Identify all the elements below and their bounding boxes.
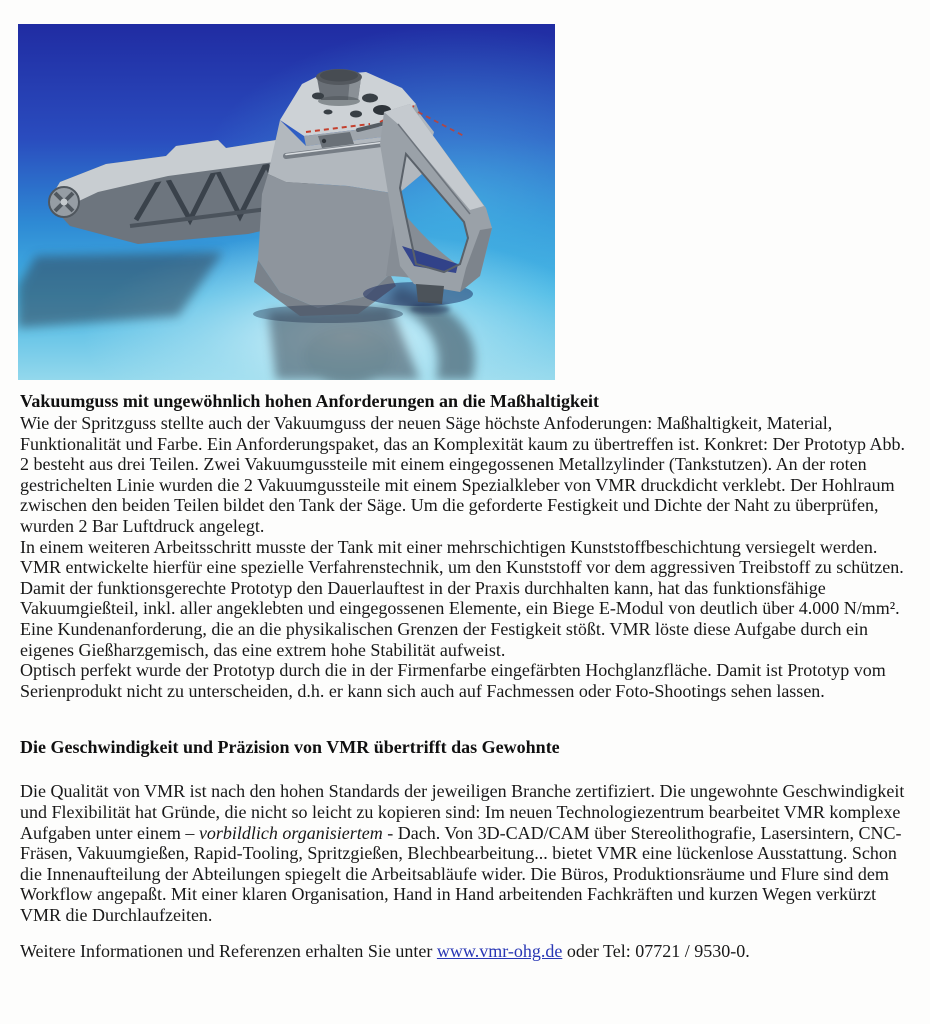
paragraph-qualitaet [20, 781, 909, 925]
document-body [20, 391, 909, 962]
heading-geschwindigkeit: Die Geschwindigkeit und Präzision von VMR übertrifft das Gewohnte [20, 737, 560, 758]
prototype-photo [18, 24, 555, 380]
heading-vakuumguss: Vakuumguss mit ungewöhnlich hohen Anforderungen an die Maßhaltigkeit [20, 391, 599, 411]
paragraph-dauerlauftest: Damit der funktionsgerechte Prototyp den Dauerlauftest in der Praxis durchhalten kann, hat das funktionsfähige Vakuumgießteil, inkl. aller angeklebten und eingegossenen Elemente, ein Biege E-Modul von deutlich über 4.000 N/mm². Eine Kundenanforderung, die an die physikalischen Grenzen der Festigkeit stößt. VMR löste diese Aufgabe durch ein eigenes Gießharzgemisch, das eine extrem hohe Stabilität aufweist. [20, 577, 900, 660]
section-vakuumguss [20, 391, 909, 701]
footer-text-after: oder Tel: 07721 / 9530-0. [562, 941, 750, 962]
vmr-website-link[interactable]: www.vmr-ohg.de [436, 941, 563, 962]
footer-text-before: Weitere Informationen und Referenzen erhalten Sie unter [20, 941, 437, 962]
saw-prototype-image [18, 24, 555, 380]
section-geschwindigkeit [20, 737, 909, 925]
paragraph-qualitaet-after: - Dach. Von 3D-CAD/CAM über Stereolithografie, Lasersintern, CNC-Fräsen, Vakuumgießen, Rapid-Tooling, Spritzgießen, Blechbearbeitung... bietet VMR eine lückenlose Ausstattung. Schon die Innenaufteilung der Abteilungen spiegelt die Arbeitsabläufe wider. Die Büros, Produktionsräume und Flure sind dem Workflow angepaßt. Mit einer klaren Organisation, Hand in Hand arbeitenden Fachkräften und kurzen Wegen verkürzt VMR die Durchlaufzeiten. [20, 822, 902, 925]
paragraph-qualitaet-italic: vorbildlich organisiertem [198, 822, 383, 843]
paragraph-qualitaet-before: Die Qualität von VMR ist nach den hohen Standards der jeweiligen Branche zertifiziert. Die ungewohnte Geschwindigkeit und Flexibilität hat Gründe, die nicht so leicht zu kopieren sind: Im neuen Technologiezentrum bearbeitet VMR komplexe Aufgaben unter einem – [20, 781, 905, 843]
paragraph-optik: Optisch perfekt wurde der Prototyp durch die in der Firmenfarbe eingefärbten Hochglanzfläche. Damit ist Prototyp vom Serienprodukt nicht zu unterscheiden, d.h. er kann sich auch auf Fachmessen oder Foto-Shootings sehen lassen. [20, 660, 886, 701]
paragraph-beschichtung: In einem weiteren Arbeitsschritt musste der Tank mit einer mehrschichtigen Kunststoffbeschichtung versiegelt werden. VMR entwickelte hierfür eine spezielle Verfahrenstechnik, um den Kunststoff vor dem aggressiven Treibstoff zu schützen. [20, 536, 904, 578]
paragraph-anforderungen: Wie der Spritzguss stellte auch der Vakuumguss der neuen Säge höchste Anfoderungen: Maßhaltigkeit, Material, Funktionalität und Farbe. Ein Anforderungspaket, das an Komplexität kaum zu übertreffen ist. Konkret: Der Prototyp Abb. 2 besteht aus drei Teilen. Zwei Vakuumgussteile mit einem eingegossenen Metallzylinder (Tankstutzen). An der roten gestrichelten Linie wurden die 2 Vakuumgussteile mit einem Spezialkleber von VMR druckdicht verklebt. Der Hohlraum zwischen den beiden Teilen bildet den Tank der Säge. Um die geforderte Festigkeit und Dichte der Naht zu überprüfen, wurden 2 Bar Luftdruck angelegt. [20, 413, 905, 536]
footer-contact-line [20, 941, 909, 962]
